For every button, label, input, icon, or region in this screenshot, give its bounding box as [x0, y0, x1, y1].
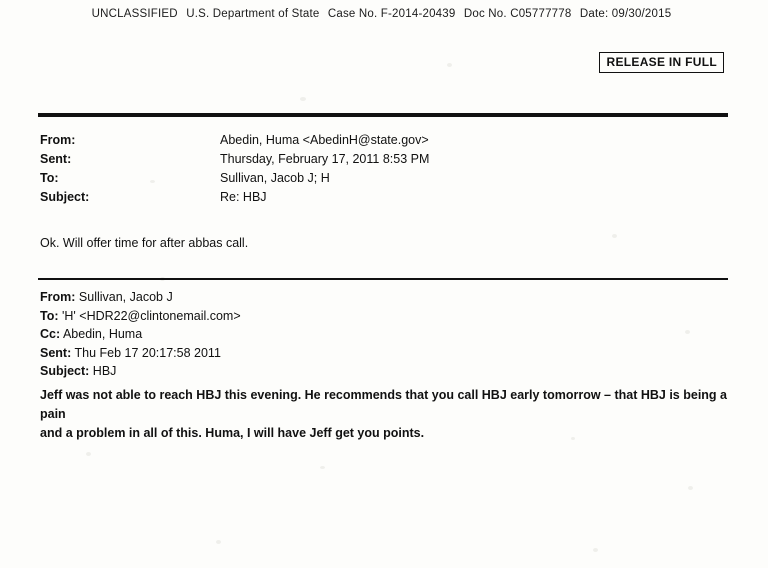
quoted-to-label: To: [40, 308, 59, 323]
quoted-subject-label: Subject: [40, 364, 90, 378]
from-value: Abedin, Huma <AbedinH@state.gov> [220, 133, 429, 147]
scan-artifact [688, 486, 693, 490]
quoted-row-sent [40, 344, 740, 363]
sent-label: Sent: [40, 152, 72, 166]
sent-value: Thursday, February 17, 2011 8:53 PM [220, 152, 430, 166]
quoted-sent-value: Thu Feb 17 20:17:58 2011 [74, 345, 221, 360]
quoted-to-value: 'H' <HDR22@clintonemail.com> [62, 308, 241, 323]
from-label: From: [40, 133, 76, 147]
quoted-cc-label: Cc: [40, 327, 61, 341]
release-in-full-stamp: RELEASE IN FULL [599, 52, 724, 73]
release-date: Date: 09/30/2015 [579, 8, 672, 20]
header-row-from [40, 131, 740, 150]
quoted-divider [38, 278, 728, 280]
quoted-body [40, 386, 732, 443]
quoted-from-value: Sullivan, Jacob J [78, 290, 173, 304]
quoted-from-label: From: [40, 290, 76, 304]
quoted-sent-label: Sent: [40, 345, 72, 360]
scan-artifact [612, 234, 617, 238]
scan-artifact [447, 63, 452, 67]
email-header-block [40, 131, 740, 207]
quoted-row-to [40, 307, 740, 326]
quoted-row-subject [40, 362, 740, 381]
header-row-to [40, 169, 740, 188]
classification-header [0, 8, 768, 20]
header-row-subject [40, 188, 740, 207]
header-row-sent [40, 150, 740, 169]
quoted-cc-value: Abedin, Huma [62, 327, 143, 341]
quoted-header-block [40, 288, 740, 381]
quoted-body-line-1: Jeff was not able to reach HBJ this evening. He recommends that you call HBJ early tomorrow – that HBJ is being a pain [40, 388, 727, 421]
scan-artifact [320, 466, 325, 469]
to-label: To: [40, 171, 59, 185]
quoted-subject-value: HBJ [92, 364, 117, 378]
scan-artifact [300, 97, 306, 101]
subject-value: Re: HBJ [220, 190, 267, 204]
scan-artifact [86, 452, 91, 456]
scan-artifact [593, 548, 598, 552]
to-value: Sullivan, Jacob J; H [220, 171, 330, 185]
quoted-row-from [40, 288, 740, 307]
doc-number: Doc No. C05777778 [463, 8, 572, 20]
classification-label: UNCLASSIFIED [91, 8, 178, 20]
top-divider [38, 113, 728, 117]
subject-label: Subject: [40, 190, 90, 204]
scan-artifact [216, 540, 221, 544]
message-body: Ok. Will offer time for after abbas call. [40, 236, 249, 250]
case-number: Case No. F-2014-20439 [327, 8, 456, 20]
quoted-row-cc [40, 325, 740, 344]
quoted-body-line-2: and a problem in all of this. Huma, I will have Jeff get you points. [40, 426, 425, 440]
agency-label: U.S. Department of State [186, 8, 320, 20]
